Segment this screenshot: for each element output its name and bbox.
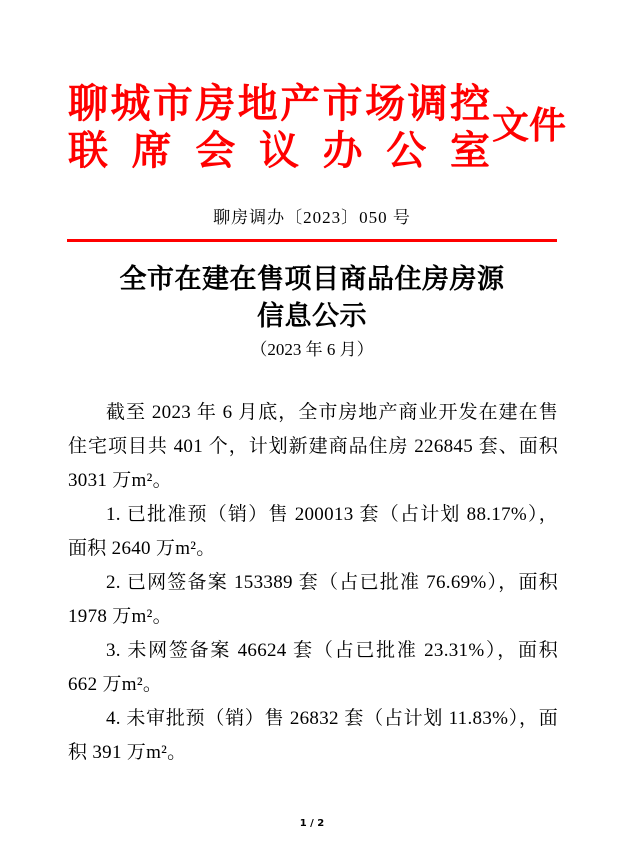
page-number: 1 / 2 [299,818,325,829]
doc-number: 聊房调办〔2023〕050 号 [213,208,411,227]
doc-type-label: 文件 [492,106,566,147]
paragraph-item-4: 4. 未审批预（销）售 26832 套（占计划 11.83%），面积 391 万m²。 [68,708,558,763]
paragraph-summary: 截至 2023 年 6 月底，全市房地产商业开发在建在售住宅项目共 401 个，计划新建商品住房 226845 套、面积 3031 万m²。 [68,402,558,491]
doc-title-line2: 信息公示 [257,301,367,331]
paragraph-item-1: 1. 已批准预（销）售 200013 套（占计划 88.17%），面积 2640 万m²。 [68,504,558,559]
issuer-name [68,80,490,174]
letterhead [68,80,564,174]
issuer-name-line1: 聊 城 市 房 地 产 市 场 调 控 [68,81,490,126]
doc-title [0,261,624,335]
doc-date: （2023 年 6 月） [250,340,374,359]
doc-title-line1: 全市在建在售项目商品住房房源 [119,264,505,294]
red-divider-line [67,239,557,242]
body-text [68,396,558,770]
paragraph-item-3: 3. 未网签备案 46624 套（占已批准 23.31%），面积 662 万m²。 [68,640,558,695]
issuer-name-line2: 联 席 会 议 办 公 室 [68,128,490,173]
paragraph-item-2: 2. 已网签备案 153389 套（占已批准 76.69%），面积 1978 万m²。 [68,572,558,627]
